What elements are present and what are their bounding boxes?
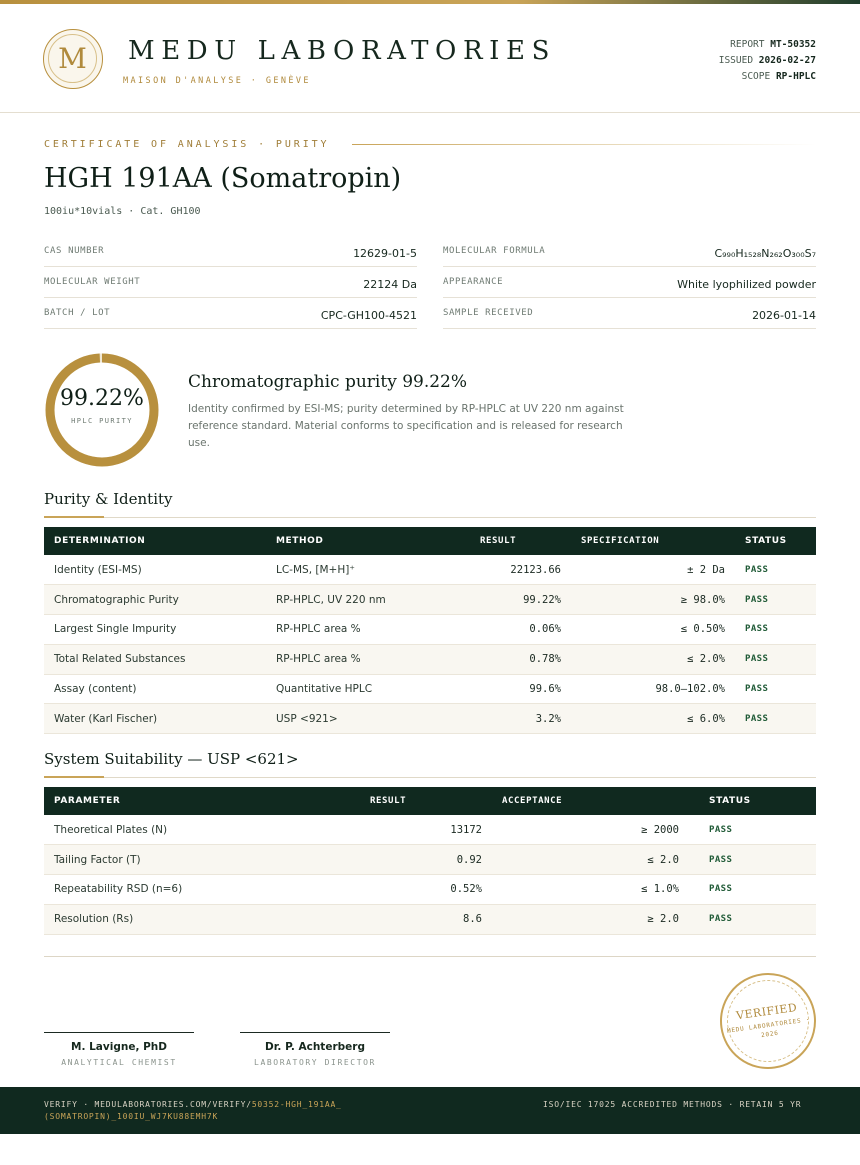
document-kicker: CERTIFICATE OF ANALYSIS · PURITY [44, 139, 330, 150]
purity-label: HPLC PURITY [71, 417, 133, 425]
status-badge: PASS [689, 904, 816, 934]
table-row [44, 845, 816, 875]
section-title-suitability: System Suitability — USP <621> [44, 750, 299, 768]
prop-mw [44, 267, 417, 298]
section-accent [44, 776, 104, 778]
status-badge: PASS [735, 615, 816, 645]
cell-spec: ≤ 6.0% [571, 704, 735, 734]
table-row [44, 644, 816, 674]
prop-value: C₉₉₀H₁₅₂₈N₂₆₂O₃₀₀S₇ [714, 247, 816, 260]
cell-determination: Total Related Substances [44, 644, 266, 674]
prop-label: MOLECULAR FORMULA [443, 246, 546, 256]
cell-method: LC-MS, [M+H]⁺ [266, 555, 426, 585]
cell-spec: ≤ 0.50% [571, 615, 735, 645]
signature-block-chemist [44, 1032, 194, 1067]
cell-result: 13172 [310, 815, 492, 845]
report-meta [719, 37, 816, 85]
cell-parameter: Tailing Factor (T) [44, 845, 310, 875]
table-header-row [44, 787, 816, 815]
prop-value: White lyophilized powder [677, 278, 816, 291]
table-row [44, 585, 816, 615]
table-row [44, 815, 816, 845]
status-badge: PASS [735, 555, 816, 585]
status-badge: PASS [689, 875, 816, 905]
status-badge: PASS [689, 845, 816, 875]
prop-value: 22124 Da [363, 278, 417, 291]
signatory-name: M. Lavigne, PhD [71, 1041, 167, 1053]
cell-parameter: Resolution (Rs) [44, 904, 310, 934]
col-determination: DETERMINATION [44, 527, 266, 555]
table-row [44, 674, 816, 704]
section-title-purity: Purity & Identity [44, 490, 173, 508]
prop-label: MOLECULAR WEIGHT [44, 277, 141, 287]
col-result: RESULT [426, 527, 571, 555]
brand-name: MEDU LABORATORIES [128, 36, 556, 66]
prop-appearance [443, 267, 816, 298]
status-badge: PASS [735, 644, 816, 674]
cell-method: USP <921> [266, 704, 426, 734]
accreditation-note: ISO/IEC 17025 ACCREDITED METHODS · RETAIN 5 YR [543, 1100, 802, 1109]
section-rule [44, 517, 816, 518]
cell-method: RP-HPLC, UV 220 nm [266, 585, 426, 615]
prop-formula [443, 236, 816, 267]
prop-value: 12629-01-5 [353, 247, 417, 260]
cell-result: 99.22% [426, 585, 571, 615]
col-specification: SPECIFICATION [571, 527, 735, 555]
prop-value: CPC-GH100-4521 [320, 309, 417, 322]
verified-stamp [714, 967, 822, 1075]
purity-table [44, 527, 816, 734]
cell-spec: ≤ 2.0% [571, 644, 735, 674]
kicker-divider [352, 144, 816, 145]
cell-result: 0.78% [426, 644, 571, 674]
signatory-name: Dr. P. Achterberg [265, 1041, 365, 1053]
cell-determination: Chromatographic Purity [44, 585, 266, 615]
col-status: STATUS [735, 527, 816, 555]
signatory-role: LABORATORY DIRECTOR [254, 1058, 376, 1067]
col-method: METHOD [266, 527, 426, 555]
table-row [44, 875, 816, 905]
prop-received [443, 298, 816, 329]
cell-parameter: Theoretical Plates (N) [44, 815, 310, 845]
cell-determination: Identity (ESI-MS) [44, 555, 266, 585]
cell-result: 3.2% [426, 704, 571, 734]
cell-result: 8.6 [310, 904, 492, 934]
product-subtitle: 100iu*10vials · Cat. GH100 [44, 206, 201, 217]
cell-determination: Water (Karl Fischer) [44, 704, 266, 734]
section-rule [44, 777, 816, 778]
cell-result: 0.52% [310, 875, 492, 905]
col-result: RESULT [310, 787, 492, 815]
cell-result: 0.06% [426, 615, 571, 645]
stamp-subtitle: MEDU LABORATORIES · 2026 [726, 1016, 811, 1040]
cell-method: RP-HPLC area % [266, 644, 426, 674]
status-badge: PASS [689, 815, 816, 845]
col-parameter: PARAMETER [44, 787, 310, 815]
cell-acceptance: ≥ 2.0 [492, 904, 689, 934]
cell-method: RP-HPLC area % [266, 615, 426, 645]
cell-result: 0.92 [310, 845, 492, 875]
table-row [44, 704, 816, 734]
summary-heading: Chromatographic purity 99.22% [188, 372, 468, 392]
prop-label: CAS NUMBER [44, 246, 105, 256]
col-status: STATUS [689, 787, 816, 815]
verify-link[interactable]: VERIFY · MEDULABORATORIES.COM/VERIFY/50352-HGH_191AA_(SOMATROPIN)_100IU_WJ7KU88EMH7K [44, 1100, 342, 1121]
cell-result: 99.6% [426, 674, 571, 704]
table-row [44, 555, 816, 585]
prop-cas [44, 236, 417, 267]
col-acceptance: ACCEPTANCE [492, 787, 689, 815]
cell-determination: Largest Single Impurity [44, 615, 266, 645]
stamp-title: VERIFIED [735, 1000, 799, 1023]
status-badge: PASS [735, 704, 816, 734]
cell-spec: ≥ 98.0% [571, 585, 735, 615]
logo-monogram: M [48, 34, 97, 83]
cell-result: 22123.66 [426, 555, 571, 585]
prop-label: SAMPLE RECEIVED [443, 308, 534, 318]
meta-scope: SCOPE RP-HPLC [741, 71, 816, 82]
summary-text: Identity confirmed by ESI-MS; purity determined by RP-HPLC at UV 220 nm against reference standard. Material conforms to specification and is released for research use. [188, 403, 624, 449]
cell-spec: 98.0–102.0% [571, 674, 735, 704]
meta-issued: ISSUED 2026-02-27 [718, 55, 816, 66]
cell-method: Quantitative HPLC [266, 674, 426, 704]
purity-value: 99.22% [60, 386, 144, 411]
meta-report: REPORT MT-50352 [730, 39, 816, 50]
prop-label: APPEARANCE [443, 277, 504, 287]
footer-bar [0, 1087, 860, 1134]
product-title: HGH 191AA (Somatropin) [44, 163, 402, 194]
lab-logo [43, 29, 103, 89]
brand-tagline: MAISON D'ANALYSE · GENÈVE [123, 76, 311, 86]
signature-divider [44, 956, 816, 957]
table-header-row [44, 527, 816, 555]
table-row [44, 615, 816, 645]
cell-acceptance: ≤ 1.0% [492, 875, 689, 905]
status-badge: PASS [735, 674, 816, 704]
suitability-table [44, 787, 816, 935]
signature-block-director [240, 1032, 390, 1067]
cell-acceptance: ≤ 2.0 [492, 845, 689, 875]
signatory-role: ANALYTICAL CHEMIST [61, 1058, 177, 1067]
table-row [44, 904, 816, 934]
cell-acceptance: ≥ 2000 [492, 815, 689, 845]
prop-batch [44, 298, 417, 329]
prop-label: BATCH / LOT [44, 308, 111, 318]
letterhead [0, 4, 860, 113]
cell-parameter: Repeatability RSD (n=6) [44, 875, 310, 905]
section-accent [44, 516, 104, 518]
cell-spec: ± 2 Da [571, 555, 735, 585]
cell-determination: Assay (content) [44, 674, 266, 704]
prop-value: 2026-01-14 [752, 309, 816, 322]
status-badge: PASS [735, 585, 816, 615]
